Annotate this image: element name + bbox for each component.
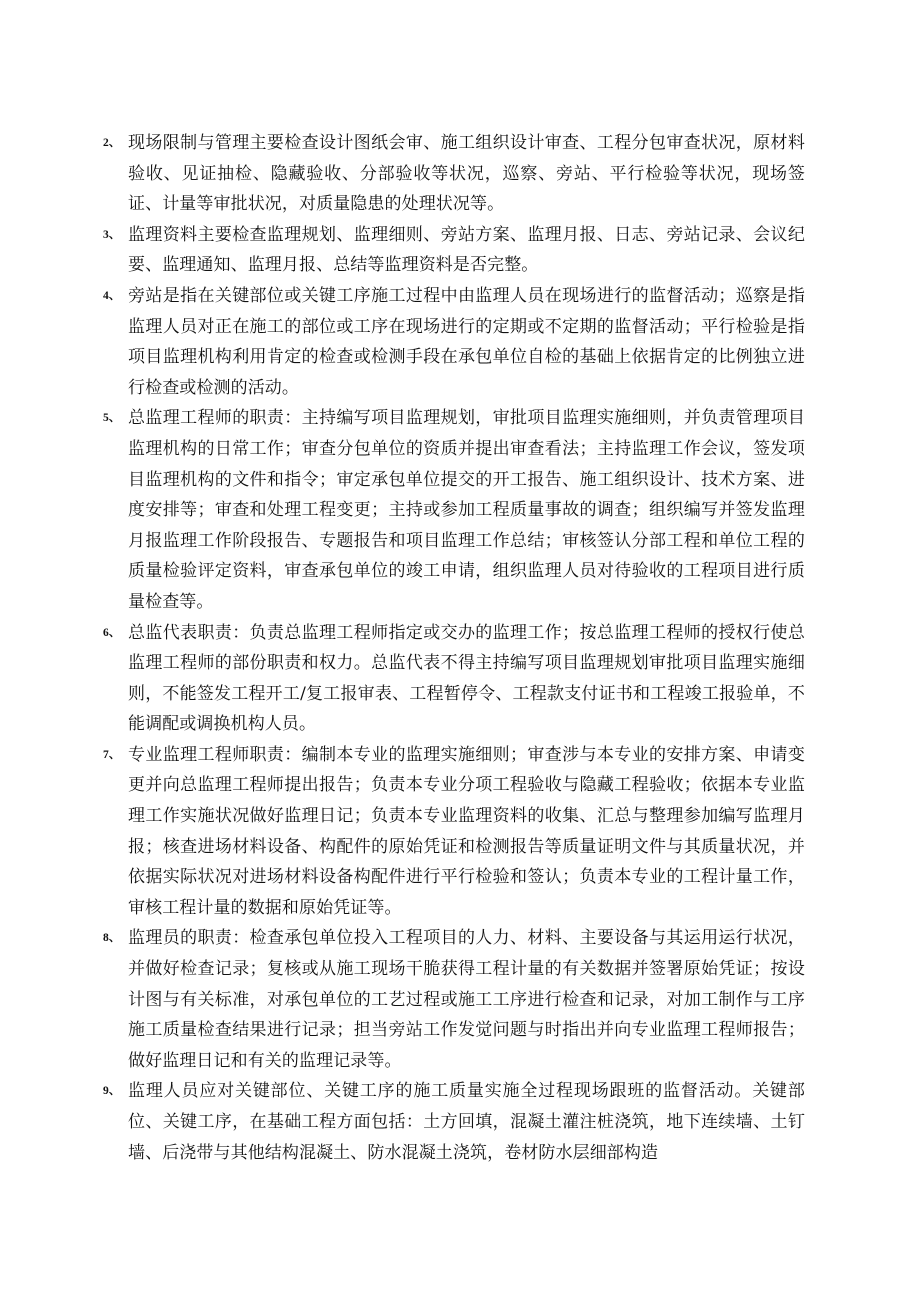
item-number: 8、 [103, 932, 121, 945]
list-item [103, 128, 805, 220]
list-item [103, 740, 805, 924]
list-item [103, 281, 805, 403]
item-number: 3、 [103, 228, 121, 241]
list-item [103, 403, 805, 617]
numbered-list [103, 128, 805, 1168]
item-text: 总监代表职责：负责总监理工程师指定或交办的监理工作；按总监理工程师的授权行使总监理工程师的部份职责和权力。总监代表不得主持编写项目监理规划审批项目监理实施细则，不能签发工程开工/复工报审表、工程暂停令、工程款支付证书和工程竣工报验单，不能调配或调换机构人员。 [128, 622, 805, 735]
list-item [103, 220, 805, 281]
item-text: 监理资料主要检查监理规划、监理细则、旁站方案、监理月报、日志、旁站记录、会议纪要、监理通知、监理月报、总结等监理资料是否完整。 [128, 224, 805, 276]
item-number: 9、 [103, 1085, 121, 1098]
item-number: 6、 [103, 626, 121, 639]
list-item [103, 618, 805, 740]
item-text: 专业监理工程师职责：编制本专业的监理实施细则；审查涉与本专业的安排方案、申请变更并向总监理工程师提出报告；负责本专业分项工程验收与隐藏工程验收；依据本专业监理工作实施状况做好监理日记；负责本专业监理资料的收集、汇总与整理参加编写监理月报；核查进场材料设备、构配件的原始凭证和检测报告等质量证明文件与其质量状况，并依据实际状况对进场材料设备构配件进行平行检验和签认；负责本专业的工程计量工作，审核工程计量的数据和原始凭证等。 [128, 744, 805, 918]
item-text: 监理员的职责：检查承包单位投入工程项目的人力、材料、主要设备与其运用运行状况，并做好检查记录；复核或从施工现场干脆获得工程计量的有关数据并签署原始凭证；按设计图与有关标准，对承包单位的工艺过程或施工工序进行检查和记录，对加工制作与工序施工质量检查结果进行记录；担当旁站工作发觉问题与时指出并向专业监理工程师报告；做好监理日记和有关的监理记录等。 [128, 928, 805, 1071]
item-number: 7、 [103, 748, 121, 761]
item-text: 旁站是指在关键部位或关键工序施工过程中由监理人员在现场进行的监督活动；巡察是指监理人员对正在施工的部位或工序在现场进行的定期或不定期的监督活动；平行检验是指项目监理机构利用肯定的检查或检测手段在承包单位自检的基础上依据肯定的比例独立进行检查或检测的活动。 [128, 285, 805, 398]
item-text: 现场限制与管理主要检查设计图纸会审、施工组织设计审查、工程分包审查状况，原材料验收、见证抽检、隐藏验收、分部验收等状况，巡察、旁站、平行检验等状况，现场签证、计量等审批状况，对质量隐患的处理状况等。 [128, 133, 805, 215]
item-number: 2、 [103, 137, 121, 149]
item-number: 4、 [103, 289, 121, 302]
item-text: 总监理工程师的职责：主持编写项目监理规划，审批项目监理实施细则，并负责管理项目监理机构的日常工作；审查分包单位的资质并提出审查看法；主持监理工作会议，签发项目监理机构的文件和指令；审定承包单位提交的开工报告、施工组织设计、技术方案、进度安排等；审查和处理工程变更；主持或参加工程质量事故的调查；组织编写并签发监理月报监理工作阶段报告、专题报告和项目监理工作总结；审核签认分部工程和单位工程的质量检验评定资料，审查承包单位的竣工申请，组织监理人员对待验收的工程项目进行质量检查等。 [128, 408, 805, 612]
list-item [103, 923, 805, 1076]
item-number: 5、 [103, 412, 121, 425]
list-item [103, 1076, 805, 1168]
item-text: 监理人员应对关键部位、关键工序的施工质量实施全过程现场跟班的监督活动。关键部位、关键工序，在基础工程方面包括：土方回填，混凝土灌注桩浇筑，地下连续墙、土钉墙、后浇带与其他结构混凝土、防水混凝土浇筑，卷材防水层细部构造 [128, 1081, 805, 1163]
